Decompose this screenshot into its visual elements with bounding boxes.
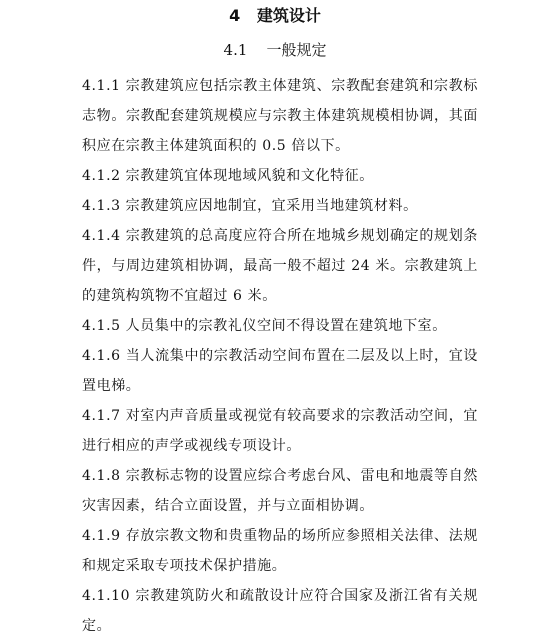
clause-4-1-10: 4.1.10 宗教建筑防火和疏散设计应符合国家及浙江省有关规定。 (82, 588, 478, 634)
section-title: 4.1 一般规定 (223, 41, 327, 59)
clause-4-1-5: 4.1.5 人员集中的宗教礼仪空间不得设置在建筑地下室。 (82, 318, 447, 334)
clause-4-1-2: 4.1.2 宗教建筑宜体现地域风貌和文化特征。 (82, 168, 374, 184)
clause-4-1-8: 4.1.8 宗教标志物的设置应综合考虑台风、雷电和地震等自然灾害因素，结合立面设置，并与立面相协调。 (82, 468, 478, 514)
clause-list (82, 71, 478, 641)
clause-4-1-9: 4.1.9 存放宗教文物和贵重物品的场所应参照相关法律、法规和规定采取专项技术保护措施。 (82, 528, 478, 574)
clause-4-1-7: 4.1.7 对室内声音质量或视觉有较高要求的宗教活动空间，宜进行相应的声学或视线专项设计。 (82, 408, 478, 454)
clause-4-1-4: 4.1.4 宗教建筑的总高度应符合所在地城乡规划确定的规划条件，与周边建筑相协调，最高一般不超过 24 米。宗教建筑上的建筑构筑物不宜超过 6 米。 (82, 228, 478, 304)
clause-4-1-6: 4.1.6 当人流集中的宗教活动空间布置在二层及以上时，宜设置电梯。 (82, 348, 478, 394)
clause-4-1-3: 4.1.3 宗教建筑应因地制宜，宜采用当地建筑材料。 (82, 198, 418, 214)
chapter-title: 4 建筑设计 (229, 6, 321, 25)
clause-4-1-1: 4.1.1 宗教建筑应包括宗教主体建筑、宗教配套建筑和宗教标志物。宗教配套建筑规模应与宗教主体建筑规模相协调，其面积应在宗教主体建筑面积的 0.5 倍以下。 (82, 78, 478, 154)
